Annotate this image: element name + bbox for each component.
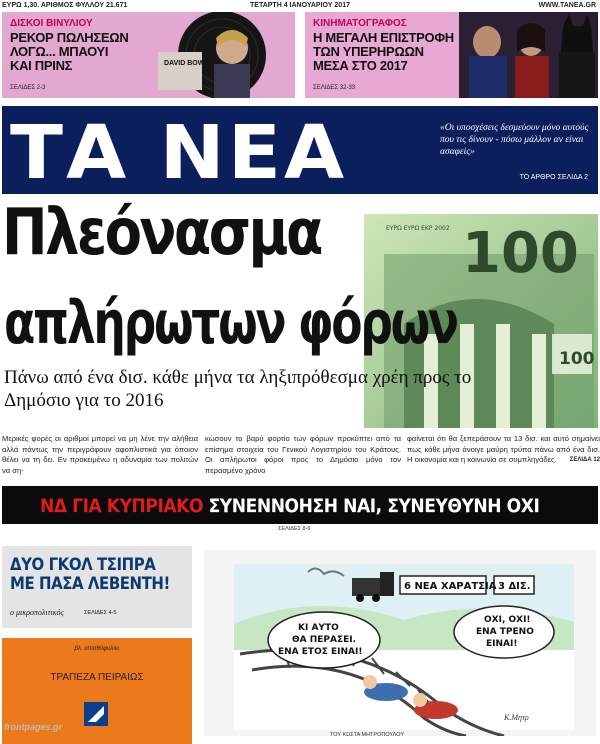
column-name: ο μικροπολιτικός [10, 608, 64, 617]
tsipras-headline-line: ΔΥΟ ΓΚΟΛ ΤΣΙΠΡΑ [10, 555, 156, 575]
bubble-left-line: ΕΝΑ ΕΤΟΣ ΕΙΝΑΙ! [278, 647, 363, 657]
tsipras-pages: ΣΕΛΙΔΕΣ 4-5 [84, 610, 117, 616]
lead-subhead: Πάνω από ένα δισ. κάθε μήνα τα ληξιπρόθεσμα χρέη προς το Δημόσιο για το 2016 [4, 367, 472, 411]
teaser-headline-line: ΜΕΣΑ ΣΤΟ 2017 [313, 58, 408, 73]
watermark: frontpages.gr [4, 722, 63, 732]
teaser-vinyl[interactable] [2, 12, 295, 98]
bubble-right-line: ΕΙΝΑΙ! [486, 639, 518, 649]
site-link[interactable]: WWW.TANEA.GR [538, 2, 596, 9]
tsipras-teaser[interactable] [2, 546, 192, 628]
cyprus-pages: ΣΕΛΙΔΕΣ 8-9 [278, 526, 311, 532]
banknote-value-small: 100 [559, 349, 595, 369]
issue-date: ΤΕΤΑΡΤΗ 4 ΙΑΝΟΥΑΡΙΟΥ 2017 [250, 2, 350, 9]
teaser-kicker: ΚΙΝΗΜΑΤΟΓΡΑΦΟΣ [313, 18, 407, 29]
bubble-left-line: ΘΑ ΠΕΡΑΣΕΙ. [292, 635, 357, 645]
train-sign-amount: 3 ΔΙΣ. [498, 581, 531, 592]
ad-bank-name: ΤΡΑΠΕΖΑ ΠΕΙΡΑΙΩΣ [50, 672, 144, 683]
cyprus-headline [40, 495, 539, 517]
teaser-superheroes[interactable] [305, 12, 598, 98]
teaser-headline-line: ΛΟΓΩ... ΜΠΑΟΥΙ [10, 44, 109, 59]
editorial-quote: «Οι υποσχέσεις δεσμεύουν μόνο αυτούς που τις δίνουν - πόσω μάλλον αν είναι ασαφείς» [440, 123, 589, 157]
lead-pages: ΣΕΛΙΔΑ 12 [569, 457, 600, 463]
cyprus-headline-white: ΣΥΝΕΝΝΟΗΣΗ ΝΑΙ, ΣΥΝΕΥΘΥΝΗ ΟΧΙ [208, 495, 540, 517]
lead-body-column-2: κώσουν το βαρύ φορτίο των φόρων προκύπτει από τα επίσημα στοιχεία του Γενικού Λογιστηρίου του Κράτους. Οι απλήρωτοι φόροι προς το Δημόσιο μόνο τον περασμένο χρόνο [205, 434, 401, 475]
bubble-left-line: ΚΙ ΑΥΤΟ [298, 623, 339, 633]
lead-headline-line2[interactable]: απλήρωτων φόρων [4, 288, 457, 358]
political-cartoon [204, 550, 596, 736]
teaser-headline [10, 31, 128, 73]
cartoon-credit: ΤΟΥ ΚΩΣΤΑ ΜΗΤΡΟΠΟΥΛΟΥ [330, 732, 405, 738]
teaser-pages: ΣΕΛΙΔΕΣ 32-33 [313, 85, 356, 91]
lead-body-column-1: Μερικές φορές οι αριθμοί μπορεί να μη λένε την αλήθεια αλλά πάντως την περιγράφουν αφοπλιστικά για όποιον θέλει να τη δει. Εν προκειμένω η αδυναμία των πολιτών να ση- [2, 434, 198, 475]
lead-body-column-3-text: φαίνεται ότι θα ξεπεράσουν τα 13 δισ. και αυτό σημαίνει πως κάθε μήνα άνοιγε μαύρη τρύπα πάνω από ένα δισ. Η οικονομία και η κοινωνία σε συμπληγάδες. [407, 434, 600, 464]
tsipras-headline [10, 556, 170, 594]
banknote-value: 100 [462, 221, 579, 286]
bubble-right-line: ΕΝΑ ΤΡΕΝΟ [476, 627, 534, 637]
cyprus-headline-band[interactable] [2, 486, 598, 524]
teaser-kicker: ΔΙΣΚΟΙ ΒΙΝΥΛΙΟΥ [10, 18, 93, 29]
teaser-pages: ΣΕΛΙΔΕΣ 2-3 [10, 85, 46, 91]
cartoon-signature: Κ.Μητρ [504, 713, 529, 722]
lead-body-column-3 [407, 434, 600, 466]
issue-info: ΕΥΡΩ 1,30. ΑΡΙΘΜΟΣ ΦΥΛΛΟΥ 21.671 [2, 2, 128, 9]
teaser-headline-line: ΚΑΙ ΠΡΙΝΣ [10, 58, 73, 73]
teaser-headline-line: ΤΩΝ ΥΠΕΡΗΡΩΩΝ [313, 44, 424, 59]
piraeus-logo-icon [84, 702, 108, 726]
album-title: DAVID BOWIE [164, 60, 211, 67]
teaser-headline [313, 31, 454, 73]
newspaper-logo[interactable]: ΤΑ ΝΕΑ [10, 110, 348, 196]
banknote-label: ΕΥΡΩ ΕΥΡΩ ΕΚΡ 2002 [386, 225, 450, 232]
teaser-headline-line: ΡΕΚΟΡ ΠΩΛΗΣΕΩΝ [10, 30, 129, 45]
tsipras-headline-line: ΜΕ ΠΑΣΑ ΛΕΒΕΝΤΗ! [10, 574, 170, 594]
top-bar [0, 0, 600, 12]
bubble-right-line: ΟΧΙ, ΟΧΙ! [484, 615, 531, 625]
editorial-quote-source: ΤΟ ΑΡΘΡΟ ΣΕΛΙΔΑ 2 [519, 174, 588, 181]
vinyl-record-image [150, 12, 280, 98]
superheroes-image [459, 12, 598, 98]
masthead [2, 106, 598, 194]
teaser-headline-line: Η ΜΕΓΑΛΗ ΕΠΙΣΤΡΟΦΗ [313, 30, 454, 45]
lead-headline-line1[interactable]: Πλεόνασμα [2, 196, 321, 270]
train-sign: 6 ΝΕΑ ΧΑΡΑΤΣΙΑ [404, 581, 497, 592]
ad-backpage-note: βλ. οπισθόφυλλο [74, 646, 120, 652]
cyprus-headline-red: ΝΔ ΓΙΑ ΚΥΠΡΙΑΚΟ [40, 495, 204, 517]
